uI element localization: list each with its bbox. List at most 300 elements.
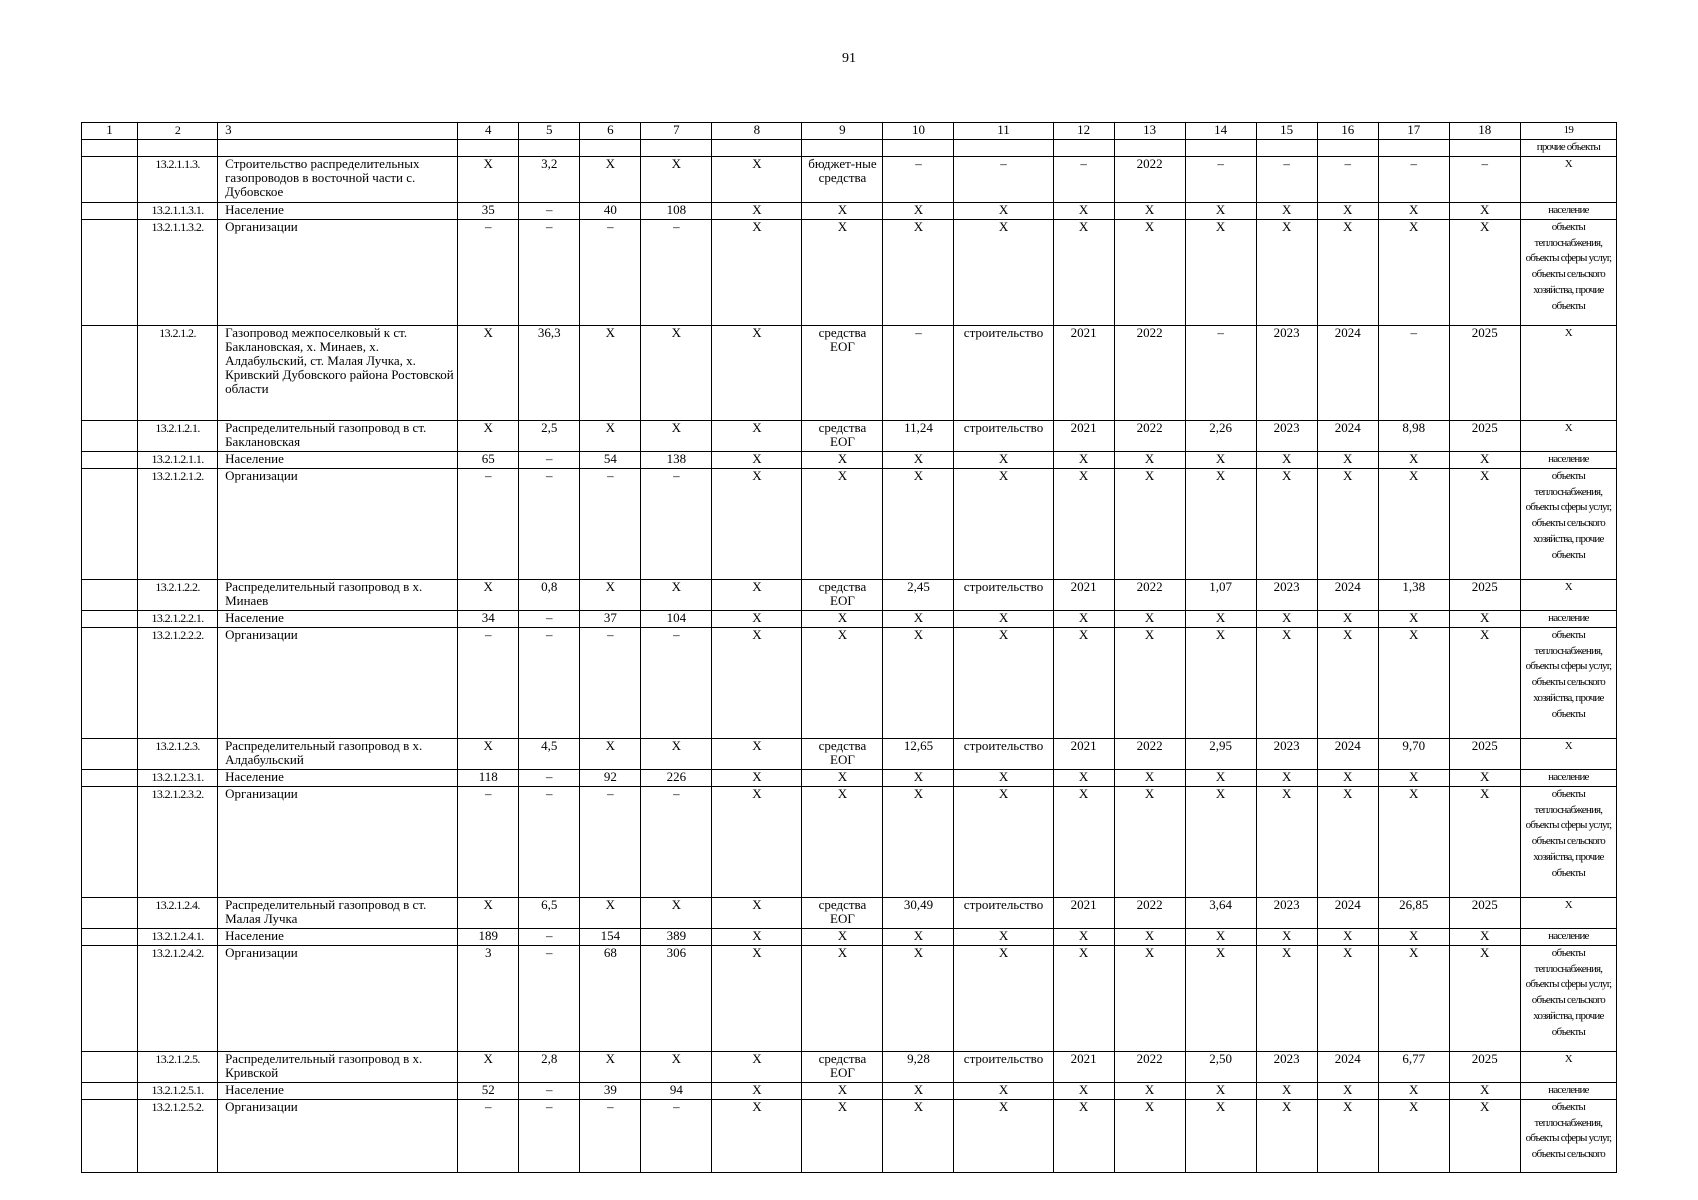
table-cell-col18: 2025	[1449, 579, 1520, 610]
table-cell-col4	[458, 139, 519, 156]
table-cell-col17: X	[1378, 451, 1449, 468]
table-cell-col17: X	[1378, 468, 1449, 579]
table-cell-col6: 92	[580, 769, 641, 786]
table-cell-col4: –	[458, 219, 519, 325]
table-cell-col16: –	[1317, 156, 1378, 202]
table-cell-col9: средства ЕОГ	[802, 325, 883, 420]
table-cell-col15: X	[1256, 1099, 1317, 1172]
table-cell-col11: X	[954, 1082, 1053, 1099]
table-cell-col17: X	[1378, 769, 1449, 786]
table-cell-col9: X	[802, 945, 883, 1051]
table-cell-col4: –	[458, 786, 519, 897]
table-cell-col16: X	[1317, 1082, 1378, 1099]
table-cell-col12: X	[1053, 945, 1114, 1051]
table-cell-col18: X	[1449, 1082, 1520, 1099]
table-cell-col3: Организации	[218, 627, 458, 738]
table-cell-col9: X	[802, 1082, 883, 1099]
table-cell-col6: –	[580, 1099, 641, 1172]
table-cell-col8: X	[712, 738, 802, 769]
table-cell-col3: Население	[218, 610, 458, 627]
table-cell-col15: X	[1256, 928, 1317, 945]
table-cell-col5: 0,8	[519, 579, 580, 610]
table-cell-col1	[82, 897, 138, 928]
table-cell-col19: объекты теплоснабжения, объекты сферы услуг, объекты сельского	[1520, 1099, 1616, 1172]
table-cell-col16: X	[1317, 945, 1378, 1051]
table-cell-col13: 2022	[1114, 420, 1185, 451]
table-cell-col12: X	[1053, 219, 1114, 325]
table-cell-col6: 54	[580, 451, 641, 468]
table-cell-col1	[82, 627, 138, 738]
header-cell-7: 7	[641, 123, 712, 140]
header-cell-3: 3	[218, 123, 458, 140]
table-cell-col16: X	[1317, 627, 1378, 738]
table-cell-col17: –	[1378, 325, 1449, 420]
table-cell-col15: X	[1256, 219, 1317, 325]
table-cell-col5: 2,5	[519, 420, 580, 451]
table-cell-col15: X	[1256, 610, 1317, 627]
table-cell-col11: строительство	[954, 738, 1053, 769]
table-cell-col4: –	[458, 468, 519, 579]
table-cell-col13: X	[1114, 610, 1185, 627]
table-cell-col15: X	[1256, 202, 1317, 219]
table-cell-col17: 26,85	[1378, 897, 1449, 928]
table-cell-col1	[82, 468, 138, 579]
table-cell-col10: X	[883, 219, 954, 325]
table-row	[82, 769, 1617, 786]
table-cell-col4: X	[458, 156, 519, 202]
table-cell-col15: 2023	[1256, 325, 1317, 420]
table-cell-col7: –	[641, 786, 712, 897]
table-cell-col9: X	[802, 202, 883, 219]
table-cell-col18: 2025	[1449, 420, 1520, 451]
table-cell-col4: 34	[458, 610, 519, 627]
table-cell-col14: 2,50	[1185, 1051, 1256, 1082]
table-cell-col16: X	[1317, 468, 1378, 579]
table-cell-col13: X	[1114, 451, 1185, 468]
table-row	[82, 420, 1617, 451]
table-cell-col1	[82, 420, 138, 451]
table-cell-col9: X	[802, 219, 883, 325]
table-cell-col16: 2024	[1317, 420, 1378, 451]
table-cell-col14: X	[1185, 627, 1256, 738]
header-cell-5: 5	[519, 123, 580, 140]
table-cell-col1	[82, 156, 138, 202]
table-cell-col2: 13.2.1.2.3.2.	[138, 786, 218, 897]
table-cell-col11: X	[954, 202, 1053, 219]
table-cell-col15: X	[1256, 1082, 1317, 1099]
table-cell-col18: X	[1449, 610, 1520, 627]
table-cell-col5: –	[519, 451, 580, 468]
table-cell-col18: X	[1449, 769, 1520, 786]
table-cell-col19: X	[1520, 420, 1616, 451]
table-row	[82, 1051, 1617, 1082]
table-cell-col18: X	[1449, 627, 1520, 738]
table-cell-col14: –	[1185, 156, 1256, 202]
table-cell-col11: X	[954, 451, 1053, 468]
table-cell-col6: X	[580, 420, 641, 451]
table-cell-col11: строительство	[954, 579, 1053, 610]
table-cell-col14: X	[1185, 1082, 1256, 1099]
table-cell-col16: X	[1317, 769, 1378, 786]
table-cell-col2: 13.2.1.1.3.2.	[138, 219, 218, 325]
table-cell-col4: X	[458, 1051, 519, 1082]
table-cell-col8: X	[712, 945, 802, 1051]
table-cell-col5: 6,5	[519, 897, 580, 928]
table-cell-col8: X	[712, 1099, 802, 1172]
table-cell-col19: объекты теплоснабжения, объекты сферы услуг, объекты сельского хозяйства, прочие объекты	[1520, 219, 1616, 325]
table-cell-col16: 2024	[1317, 579, 1378, 610]
table-cell-col19: население	[1520, 769, 1616, 786]
table-cell-col17: 1,38	[1378, 579, 1449, 610]
header-cell-14: 14	[1185, 123, 1256, 140]
table-cell-col6: –	[580, 219, 641, 325]
table-cell-col18	[1449, 139, 1520, 156]
table-cell-col12: X	[1053, 202, 1114, 219]
table-cell-col8: X	[712, 627, 802, 738]
table-cell-col18: X	[1449, 219, 1520, 325]
table-cell-col13: 2022	[1114, 738, 1185, 769]
table-row	[82, 1099, 1617, 1172]
table-cell-col8: X	[712, 579, 802, 610]
table-cell-col6: –	[580, 786, 641, 897]
table-cell-col15: X	[1256, 627, 1317, 738]
table-cell-col17: 9,70	[1378, 738, 1449, 769]
table-cell-col17: X	[1378, 945, 1449, 1051]
table-cell-col6: 40	[580, 202, 641, 219]
table-cell-col17: X	[1378, 1099, 1449, 1172]
table-cell-col13: 2022	[1114, 156, 1185, 202]
table-cell-col11: X	[954, 219, 1053, 325]
table-cell-col14: X	[1185, 928, 1256, 945]
table-cell-col1	[82, 769, 138, 786]
header-cell-9: 9	[802, 123, 883, 140]
table-cell-col6: 68	[580, 945, 641, 1051]
table-cell-col6: 39	[580, 1082, 641, 1099]
header-cell-18: 18	[1449, 123, 1520, 140]
table-cell-col3: Распределительный газопровод в х. Минаев	[218, 579, 458, 610]
table-cell-col9: X	[802, 786, 883, 897]
table-cell-col19: население	[1520, 202, 1616, 219]
header-cell-12: 12	[1053, 123, 1114, 140]
table-cell-col8: X	[712, 610, 802, 627]
table-cell-col4: X	[458, 325, 519, 420]
table-cell-col8: X	[712, 928, 802, 945]
table-cell-col7: 94	[641, 1082, 712, 1099]
table-cell-col8: X	[712, 156, 802, 202]
table-cell-col9: X	[802, 468, 883, 579]
table-cell-col1	[82, 219, 138, 325]
header-cell-19: 19	[1520, 123, 1616, 140]
table-cell-col3: Организации	[218, 468, 458, 579]
table-cell-col3: Распределительный газопровод в ст. Малая Лучка	[218, 897, 458, 928]
table-cell-col2: 13.2.1.2.1.2.	[138, 468, 218, 579]
table-cell-col14: X	[1185, 945, 1256, 1051]
table-cell-col11: X	[954, 945, 1053, 1051]
table-cell-col5: –	[519, 769, 580, 786]
table-cell-col3: Распределительный газопровод в х. Кривской	[218, 1051, 458, 1082]
table-cell-col18: 2025	[1449, 325, 1520, 420]
table-cell-col4: –	[458, 627, 519, 738]
table-cell-col2: 13.2.1.2.1.	[138, 420, 218, 451]
table-cell-col10: X	[883, 1082, 954, 1099]
table-cell-col17: X	[1378, 928, 1449, 945]
table-cell-col19: население	[1520, 1082, 1616, 1099]
table-cell-col4: 118	[458, 769, 519, 786]
table-cell-col14: X	[1185, 610, 1256, 627]
table-cell-col1	[82, 1051, 138, 1082]
table-row	[82, 219, 1617, 325]
table-cell-col4: X	[458, 420, 519, 451]
table-cell-col9: X	[802, 627, 883, 738]
table-cell-col8: X	[712, 420, 802, 451]
table-cell-col2: 13.2.1.2.5.	[138, 1051, 218, 1082]
header-cell-6: 6	[580, 123, 641, 140]
table-cell-col13: X	[1114, 468, 1185, 579]
table-cell-col3: Население	[218, 928, 458, 945]
table-cell-col1	[82, 945, 138, 1051]
table-cell-col9: средства ЕОГ	[802, 897, 883, 928]
table-cell-col14	[1185, 139, 1256, 156]
table-cell-col12: 2021	[1053, 1051, 1114, 1082]
table-cell-col3: Распределительный газопровод в ст. Баклановская	[218, 420, 458, 451]
table-cell-col4: –	[458, 1099, 519, 1172]
table-cell-col19: прочие объекты	[1520, 139, 1616, 156]
table-cell-col18: X	[1449, 928, 1520, 945]
table-cell-col19: население	[1520, 451, 1616, 468]
table-cell-col15: 2023	[1256, 897, 1317, 928]
table-row	[82, 627, 1617, 738]
table-cell-col4: X	[458, 738, 519, 769]
table-cell-col10: X	[883, 610, 954, 627]
table-cell-col13: X	[1114, 786, 1185, 897]
table-cell-col3: Население	[218, 769, 458, 786]
table-cell-col8: X	[712, 202, 802, 219]
table-cell-col17: X	[1378, 610, 1449, 627]
table-cell-col5: 2,8	[519, 1051, 580, 1082]
table-cell-col8: X	[712, 1051, 802, 1082]
table-cell-col2: 13.2.1.2.2.1.	[138, 610, 218, 627]
table-cell-col1	[82, 579, 138, 610]
table-cell-col15: X	[1256, 468, 1317, 579]
table-cell-col7	[641, 139, 712, 156]
table-cell-col7: X	[641, 420, 712, 451]
table-cell-col5: 4,5	[519, 738, 580, 769]
table-cell-col13: X	[1114, 627, 1185, 738]
table-cell-col17: 8,98	[1378, 420, 1449, 451]
header-row	[82, 123, 1617, 140]
table-cell-col3: Газопровод межпоселковый к ст. Баклановская, х. Минаев, х. Алдабульский, ст. Малая Лучка, х. Кривский Дубовского района Ростовской области	[218, 325, 458, 420]
table-cell-col4: 52	[458, 1082, 519, 1099]
table-cell-col5: –	[519, 786, 580, 897]
table-cell-col14: X	[1185, 468, 1256, 579]
table-cell-col2: 13.2.1.1.3.1.	[138, 202, 218, 219]
table-cell-col6: 37	[580, 610, 641, 627]
table-cell-col19: X	[1520, 1051, 1616, 1082]
table-cell-col5: –	[519, 202, 580, 219]
table-row	[82, 738, 1617, 769]
table-row	[82, 945, 1617, 1051]
table-row	[82, 928, 1617, 945]
table-cell-col15: 2023	[1256, 738, 1317, 769]
table-row	[82, 139, 1617, 156]
table-cell-col10: 30,49	[883, 897, 954, 928]
table-row	[82, 897, 1617, 928]
table-cell-col18: X	[1449, 451, 1520, 468]
table-cell-col9: X	[802, 769, 883, 786]
table-cell-col3: Организации	[218, 945, 458, 1051]
table-cell-col16: X	[1317, 610, 1378, 627]
table-cell-col17: X	[1378, 1082, 1449, 1099]
table-cell-col18: –	[1449, 156, 1520, 202]
table-cell-col12: X	[1053, 769, 1114, 786]
table-cell-col6	[580, 139, 641, 156]
table-cell-col13: 2022	[1114, 325, 1185, 420]
page-number: 91	[842, 51, 856, 66]
table-cell-col11	[954, 139, 1053, 156]
table-cell-col14: 2,26	[1185, 420, 1256, 451]
table-cell-col18: X	[1449, 945, 1520, 1051]
table-cell-col10: X	[883, 928, 954, 945]
table-cell-col18: 2025	[1449, 1051, 1520, 1082]
table-cell-col18: X	[1449, 786, 1520, 897]
table-cell-col1	[82, 610, 138, 627]
table-row	[82, 1082, 1617, 1099]
table-cell-col19: объекты теплоснабжения, объекты сферы услуг, объекты сельского хозяйства, прочие объекты	[1520, 786, 1616, 897]
table-cell-col10: X	[883, 945, 954, 1051]
table-cell-col10: 9,28	[883, 1051, 954, 1082]
table-cell-col15: X	[1256, 945, 1317, 1051]
table-cell-col1	[82, 202, 138, 219]
table-cell-col3: Организации	[218, 219, 458, 325]
table-cell-col1	[82, 451, 138, 468]
table-cell-col16: X	[1317, 219, 1378, 325]
table-cell-col9: X	[802, 451, 883, 468]
table-cell-col1	[82, 738, 138, 769]
table-cell-col3: Организации	[218, 786, 458, 897]
table-cell-col11: X	[954, 610, 1053, 627]
table-cell-col16: X	[1317, 451, 1378, 468]
table-cell-col15: –	[1256, 156, 1317, 202]
table-cell-col7: –	[641, 219, 712, 325]
table-cell-col19: население	[1520, 928, 1616, 945]
table-cell-col19: население	[1520, 610, 1616, 627]
table-cell-col14: X	[1185, 202, 1256, 219]
data-table	[81, 122, 1617, 1173]
table-row	[82, 325, 1617, 420]
table-cell-col7: X	[641, 1051, 712, 1082]
table-cell-col7: 226	[641, 769, 712, 786]
header-cell-1: 1	[82, 123, 138, 140]
table-cell-col18: X	[1449, 1099, 1520, 1172]
table-cell-col7: –	[641, 1099, 712, 1172]
table-cell-col13: X	[1114, 219, 1185, 325]
table-cell-col8: X	[712, 468, 802, 579]
table-cell-col6: –	[580, 627, 641, 738]
table-row	[82, 451, 1617, 468]
table-cell-col12: X	[1053, 627, 1114, 738]
table-cell-col8: X	[712, 769, 802, 786]
table-cell-col2: 13.2.1.2.4.1.	[138, 928, 218, 945]
table-cell-col1	[82, 139, 138, 156]
table-cell-col17	[1378, 139, 1449, 156]
table-cell-col6: X	[580, 156, 641, 202]
table-row	[82, 468, 1617, 579]
table-cell-col6: X	[580, 897, 641, 928]
table-cell-col13: X	[1114, 202, 1185, 219]
table-cell-col10: X	[883, 786, 954, 897]
table-cell-col18: 2025	[1449, 897, 1520, 928]
table-cell-col10: 11,24	[883, 420, 954, 451]
table-cell-col4: X	[458, 897, 519, 928]
table-cell-col2: 13.2.1.2.4.2.	[138, 945, 218, 1051]
table-cell-col19: X	[1520, 579, 1616, 610]
table-cell-col17: X	[1378, 219, 1449, 325]
table-cell-col12: X	[1053, 610, 1114, 627]
table-cell-col8	[712, 139, 802, 156]
table-cell-col16: X	[1317, 928, 1378, 945]
header-cell-17: 17	[1378, 123, 1449, 140]
table-cell-col19: объекты теплоснабжения, объекты сферы услуг, объекты сельского хозяйства, прочие объекты	[1520, 627, 1616, 738]
table-cell-col19: объекты теплоснабжения, объекты сферы услуг, объекты сельского хозяйства, прочие объекты	[1520, 945, 1616, 1051]
table-cell-col5: –	[519, 1082, 580, 1099]
table-cell-col6: X	[580, 579, 641, 610]
table-cell-col16: 2024	[1317, 1051, 1378, 1082]
table-cell-col16: 2024	[1317, 325, 1378, 420]
table-cell-col19: объекты теплоснабжения, объекты сферы услуг, объекты сельского хозяйства, прочие объекты	[1520, 468, 1616, 579]
table-cell-col4: 65	[458, 451, 519, 468]
header-cell-8: 8	[712, 123, 802, 140]
table-cell-col10	[883, 139, 954, 156]
table-cell-col12: –	[1053, 156, 1114, 202]
table-cell-col7: 389	[641, 928, 712, 945]
table-cell-col9: средства ЕОГ	[802, 579, 883, 610]
table-cell-col12: 2021	[1053, 897, 1114, 928]
table-cell-col2: 13.2.1.1.3.	[138, 156, 218, 202]
table-cell-col3: Население	[218, 202, 458, 219]
table-cell-col13: 2022	[1114, 579, 1185, 610]
table-cell-col4: 3	[458, 945, 519, 1051]
table-cell-col13: X	[1114, 945, 1185, 1051]
table-cell-col3: Строительство распределительных газопроводов в восточной части с. Дубовское	[218, 156, 458, 202]
table-cell-col11: X	[954, 769, 1053, 786]
table-cell-col12: X	[1053, 468, 1114, 579]
table-cell-col2: 13.2.1.2.3.	[138, 738, 218, 769]
table-cell-col5: –	[519, 945, 580, 1051]
table-cell-col13: 2022	[1114, 1051, 1185, 1082]
table-cell-col6: X	[580, 325, 641, 420]
table-cell-col10: X	[883, 1099, 954, 1172]
table-cell-col2: 13.2.1.2.3.1.	[138, 769, 218, 786]
table-cell-col5: 3,2	[519, 156, 580, 202]
table-cell-col12	[1053, 139, 1114, 156]
table-cell-col12: X	[1053, 928, 1114, 945]
table-cell-col15: 2023	[1256, 420, 1317, 451]
table-cell-col5: –	[519, 627, 580, 738]
table-cell-col9: X	[802, 1099, 883, 1172]
table-cell-col5: 36,3	[519, 325, 580, 420]
table-cell-col15: 2023	[1256, 579, 1317, 610]
table-cell-col6: 154	[580, 928, 641, 945]
table-cell-col18: X	[1449, 468, 1520, 579]
table-cell-col8: X	[712, 897, 802, 928]
table-cell-col15: X	[1256, 786, 1317, 897]
header-cell-15: 15	[1256, 123, 1317, 140]
table-cell-col7: X	[641, 325, 712, 420]
table-cell-col1	[82, 1099, 138, 1172]
table-cell-col1	[82, 786, 138, 897]
table-cell-col10: X	[883, 451, 954, 468]
table-cell-col19: X	[1520, 325, 1616, 420]
